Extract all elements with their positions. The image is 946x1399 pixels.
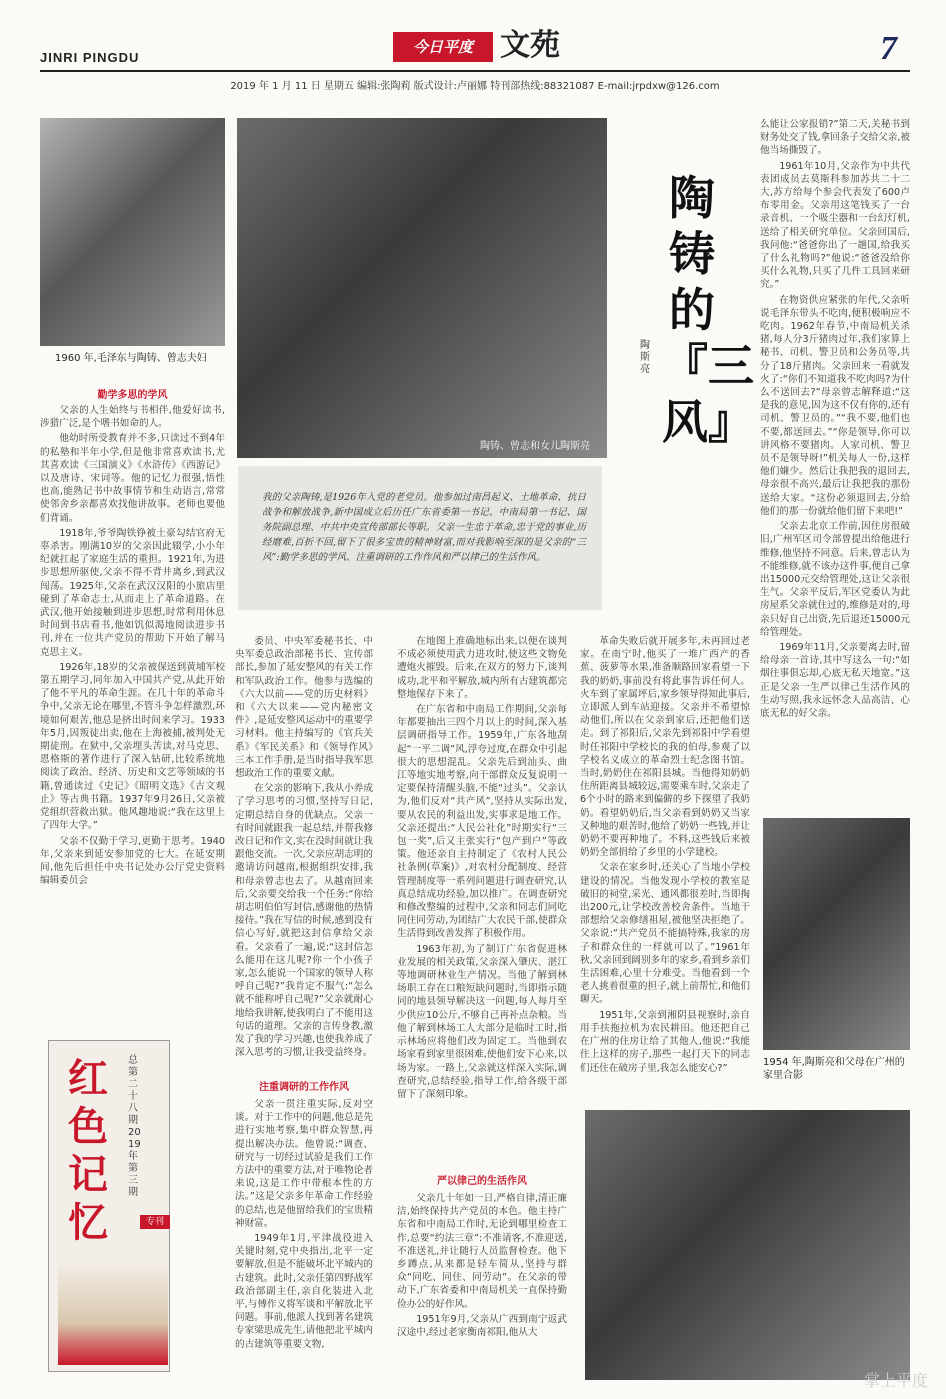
- sidebar-issue: 总第二十八期 2019年第三期: [128, 1055, 141, 1198]
- section-title: 文苑: [500, 28, 560, 63]
- article-title: [662, 170, 754, 450]
- paragraph: 1969年11月,父亲要离去时,留给母亲一首诗,其中写这么一句:“如烟往事俱忘却,心底无私天地宽。”这正是父亲一生严以律己生活作风的生动写照,我永远怀念人品高洁、心底无私的好父亲。: [760, 641, 910, 719]
- paragraph: 1949年1月,平津战役进入关键时刻,党中央指出,北平一定要解放,但是不能破坏北平城内的古建筑。此时,父亲任第四野战军政治部副主任,亲自化装进入北平,与傅作义将军谈和平解放北平问题。事前,他派人找到著名建筑专家梁思成先生,请他把北平城内的古建筑等重要文物,: [235, 1233, 373, 1350]
- monument-illustration: [58, 1260, 168, 1365]
- sidebar-title: 红色记忆: [68, 1055, 108, 1246]
- subhead-3: 严以律己的生活作风: [437, 1176, 527, 1187]
- subhead-1: 勤学多思的学风: [97, 390, 168, 401]
- article-title-text: 陶铸的『三风』: [662, 171, 754, 449]
- paragraph: 在地图上准确地标出来,以便在谈判不成必须使用武力进攻时,使这些文物免遭炮火摧毁。后来,在双方的努力下,谈判成功,北平和平解放,城内所有古建筑都完整地保存下来了。: [397, 636, 567, 700]
- header-info: 2019 年 1 月 11 日 星期五 编辑:张陶莉 版式设计:卢丽娜 特刊部热线:88321087 E-mail:jrpdxw@126.com: [230, 81, 720, 92]
- column-2b: [235, 1098, 373, 1380]
- paragraph: 父亲不仅勤于学习,更勤于思考。1940年,父亲来到延安参加党的七大。在延安期间,他先后担任中央书记处办公厅党史资料编辑委员会: [40, 835, 225, 887]
- watermark: 掌上平度: [863, 1371, 928, 1390]
- paragraph: 他幼时所受教育并不多,只读过不到4年的私塾和半年小学,但是他非常喜欢读书,尤其喜欢读《三国演义》《水浒传》《西游记》以及唐诗、宋词等。他的记忆力很强,悟性也高,能熟记书中故事情节和生动语言,常常使邻舍乡亲都喜欢找他讲故事。老师也要他们背诵。: [40, 433, 225, 524]
- intro-text: 我的父亲陶铸,是1926年入党的老党员。他参加过南昌起义、土地革命、抗日战争和解放战争,新中国成立后历任广东省委第一书记、中南局第一书记、国务院副总理、中共中央宣传部部长等职。父亲一生忠于革命,忠于党的事业,历经磨难,百折不回,留下了很多宝贵的精神财富,而对我影响至深的是父亲的“三风”:勤学多思的学风、注重调研的工作作风和严以律己的生活作风。: [262, 492, 586, 563]
- column-1: [40, 404, 225, 1032]
- paragraph: 1918年,爷爷陶铁铮被土豪勾结官府无辜杀害。刚满10岁的父亲因此辍学,小小年纪就扛起了家庭生活的重担。1921年,为进步思想所驱使,父亲不得不背井离乡,到武汉闯荡。1925年,父亲在武汉汉阳的小旅店里碰到了革命志士,从而走上了革命道路。在武汉,他开始接触到进步思想,时常利用休息时间到书店看书,他如饥似渴地阅读进步书刊,并在一位共产党员的帮助下开始了解马克思主义。: [40, 527, 225, 658]
- caption-photo2: 陶铸、曾志和女儿陶斯亮: [480, 441, 590, 452]
- column-5: [760, 118, 910, 758]
- newspaper-logo: 今日平度: [393, 32, 493, 62]
- subhead-2: 注重调研的工作作风: [259, 1082, 349, 1093]
- photo-family: [237, 118, 607, 458]
- paragraph: 1926年,18岁的父亲被保送到黄埔军校第五期学习,同年加入中国共产党,从此开始了他不平凡的革命生涯。在几十年的革命斗争中,父亲无论在哪里,不管斗争怎样激烈,环境如何艰苦,他总是挤出时间来学习。1933年5月,因叛徒出卖,他在上海被捕,被判处无期徒刑。在狱中,父亲埋头苦读,对马克思、恩格斯的著作进行了深入钻研,比较系统地阅读了政治、经济、历史和文艺等领域的书籍,曾通读过《史记》《昭明文选》《古文观止》等古典书籍。1937年9月26日,父亲被党组织营救出狱。他风趣地说:“我在这里上了四年大学。”: [40, 661, 225, 832]
- sidebar-tag: 专刊: [140, 1215, 170, 1229]
- page-number: 7: [880, 30, 897, 67]
- article-author: 陶斯亮: [640, 340, 650, 375]
- column-3b: [397, 1192, 567, 1380]
- paragraph: 在广东省和中南局工作期间,父亲每年都要抽出三四个月以上的时间,深入基层调研指导工作。1959年,广东各地刮起“一平二调”风,浮夸过度,在群众中引起很大的思想混乱。父亲先后到汕头、曲江等地实地考察,向干部群众反复说明一定要保持清醒头脑,不能“过头”。父亲认为,他们反对“共产风”,坚持从实际出发,要从农民的利益出发,实事求是地工作。父亲还提出:“人民公社化”时期实行“三包一奖”,后又主张实行“包产到户”等政策。他还亲自主持制定了《农村人民公社条例(草案)》,对农村分配制度、经营管理制度等一系列问题进行调查研究,认真总结成功经验,加以推广。在调查研究和修改整编的过程中,父亲和同志们同吃同住同劳动,为团结广大农民干部,使群众生活得到改善发挥了积极作用。: [397, 704, 567, 940]
- caption-photo3: 1954 年,陶斯亮和父母在广州的家里合影: [763, 1057, 905, 1081]
- paragraph: 1963年初,为了制订广东省促进林业发展的相关政策,父亲深入肇庆、湛江等地调研林业生产情况。当他了解到林场职工存在口粮短缺问题时,当即指示随同的地县领导解决这一问题,每人每月至少供应10公斤,不够自己再补点杂粮。当他了解到林场工人大部分是临时工时,指示林场应将他们改为固定工。当他到农场家看到家里很困难,使他们安下心来,以场为家。一路上,父亲就这样深入实际,调查研究,总结经验,指导工作,给各级干部留下了深刻印象。: [397, 943, 567, 1100]
- column-2: [235, 635, 373, 1070]
- header-rule: [40, 70, 910, 72]
- paragraph: 1961年10月,父亲作为中共代表团成员去莫斯科参加苏共二十二大,苏方给每个参会代表发了600卢布零用金。父亲用这笔钱买了一台录音机、一个吸尘器和一台幻灯机,送给了相关研究单位。父亲回国后,我问他:“爸爸你出了一趟国,给我买了什么礼物吗?”他说:“爸爸没给你买什么礼物,只买了几件工具回来研究。”: [760, 160, 910, 291]
- paragraph: 么能让公家报销?”第二天,关秘书到财务处交了钱,拿回条子交给父亲,被他当场撕毁了。: [760, 119, 910, 157]
- paragraph: 父亲去北京工作前,因住房很破旧,广州军区司令部曾提出给他进行维修,他坚持不同意。后来,曾志认为不能维修,就不该办这件事,便自己拿出15000元交给管理处,这让父亲很生气。父亲平反后,军区党委认为此房屋系父亲就住过的,维修是对的,母亲只好自己出资,先后退还15000元给管理处。: [760, 521, 910, 638]
- paragraph: 父亲一贯注重实际,反对空谈。对于工作中的问题,他总是先进行实地考察,集中群众智慧,再提出解决办法。他曾说:“调查、研究与一切经过试验是我们工作方法中的重要方法,对于唯物论者来说,这是工作中带根本性的方法。”这是父亲多年革命工作经验的总结,也是他留给我们的宝贵精神财富。: [235, 1099, 373, 1229]
- paragraph: 1951年9月,父亲从广西到南宁返武汉途中,经过老家衡南祁阳,他从大: [397, 1313, 567, 1339]
- paragraph: 革命失败后就开展多年,未再回过老家。在南宁时,他买了一堆广西产的香蕉、菠萝等水果,准备顺路回家看望一下我的奶奶,事前没有将此事告诉任何人。火车到了家属坪后,家乡领导得知此事后,立即派人到车站迎接。父亲并不希望惊动他们,所以在父亲到家后,还把他们送走。到了祁阳后,父亲先到祁阳中学看望时任祁阳中学校长的我的伯母,参观了以学校名义成立的革命烈士纪念图书馆。当时,奶奶住在祁阳县城。当他得知奶奶住所距离县城较远,需要乘车时,父亲走了6个小时的路来到偏僻的乡下探望了我奶奶。看望奶奶后,当父亲看到奶奶又当家又种地的艰苦时,他给了奶奶一些钱,并让奶奶不要再种地了。不料,这些钱后来被奶奶全部捐给了乡里的小学建校。: [580, 636, 750, 859]
- photo-1954: [763, 818, 910, 1050]
- caption-photo1: 1960 年,毛泽东与陶铸、曾志夫妇: [55, 353, 207, 364]
- photo-couple: [585, 1110, 910, 1380]
- paragraph: 父亲的人生始终与书相伴,他爱好读书,涉猎广泛,是个嗜书如命的人。: [40, 405, 225, 430]
- paragraph: 在物资供应紧张的年代,父亲听说毛泽东带头不吃肉,便积极响应不吃肉。1962年春节,中南局机关杀猪,每人分3斤猪肉过年,我们家算上秘书、司机、警卫员和公务员等,共分了18斤猪肉。父亲回来一看就发火了:“你们不知道我不吃肉吗?为什么不送回去?”母亲曾志解释道:“这是我的意见,因为这不仅有你的,还有司机、警卫员的。”“我不要,他们也不要,都送回去。”“你是领导,你可以讲风格不要猪肉。人家司机、警卫员不是领导呀!”机关每人一份,这样他们嫌少。然后让我把我的退回去,母亲很不高兴,最后让我把我的那份送给大家。“这份必须退回去,分给他们的那一份就给他们留下来吧!”: [760, 294, 910, 517]
- photo-mao-tao-zeng: [40, 118, 225, 346]
- paragraph: 父亲在家乡时,还关心了当地小学校建设的情况。当他发现小学校的教室是破旧的祠堂,采光、通风都很差时,当即掏出200元,让学校改善校舍条件。当地干部想给父亲修缮祖屋,被他坚决拒绝了。父亲说:“共产党员不能搞特殊,我家的房子和群众住的一样就可以了。”1961年秋,父亲回到阔别多年的家乡,看到乡亲们生活困难,心里十分难受。当他看到一个老人挑着很重的担子,就上前帮忙,和他们聊天。: [580, 862, 750, 1006]
- column-3: [397, 635, 567, 1160]
- paragraph: 父亲几十年如一日,严格自律,清正廉洁,始终保持共产党员的本色。他主持广东省和中南局工作时,无论到哪里检查工作,总要“约法三章”:不准请客,不准迎送,不准送礼,并让随行人员监督检查。他下乡蹲点,从来都是轻车简从,坚持与群众“同吃、同住、同劳动”。在父亲的带动下,广东省委和中南局机关一直保持勤俭办公的好作风。: [397, 1193, 567, 1310]
- header-left-text: JINRI PINGDU: [40, 50, 140, 65]
- paragraph: 委员、中央军委秘书长、中央军委总政治部秘书长、宣传部部长,参加了延安整风的有关工作和军队政治工作。他参与选编的《六大以前——党的历史材料》和《六大以来——党内秘密文件》,是延安整风运动中的重要学习材料。他主持编写的《官兵关系》《军民关系》和《领导作风》三本工作手册,是当时指导我军思想政治工作的重要文献。: [235, 636, 373, 780]
- paragraph: 1951年,父亲到湘阴县视察时,亲自用手扶拖拉机为农民耕田。他还把自己在广州的住房让给了其他人,他说:“我能住上这样的房子,那些一起打天下的同志们还住在破房子里,我怎么能安心?”: [580, 1009, 750, 1074]
- column-4: [580, 635, 750, 1100]
- paragraph: 在父亲的影响下,我从小养成了学习思考的习惯,坚持写日记,定期总结自身的优缺点。父亲一有时间就跟我一起总结,并帮我修改日记和作文,实在没时间就让我跟他交流。一次,父亲应胡志明的邀请访问越南,根据组织安排,我和母亲曾志也去了。从越南回来后,父亲要交给我一个任务:“你给胡志明伯伯写封信,感谢他的热情接待。”我在写信的时候,感到没有信心写好,就把这封信拿给父亲看。父亲看了一遍,说:“这封信怎么能用在这儿呢?你一个小孩子家,怎么能说一个国家的领导人称呼自己呢?”我肯定不服气:“怎么就不能称呼自己呢?”父亲就耐心地给我讲解,使我明白了不能用这句话的道理。父亲的言传身教,激发了我的学习兴趣,也使我养成了深入思考的习惯,让我受益终身。: [235, 783, 373, 1059]
